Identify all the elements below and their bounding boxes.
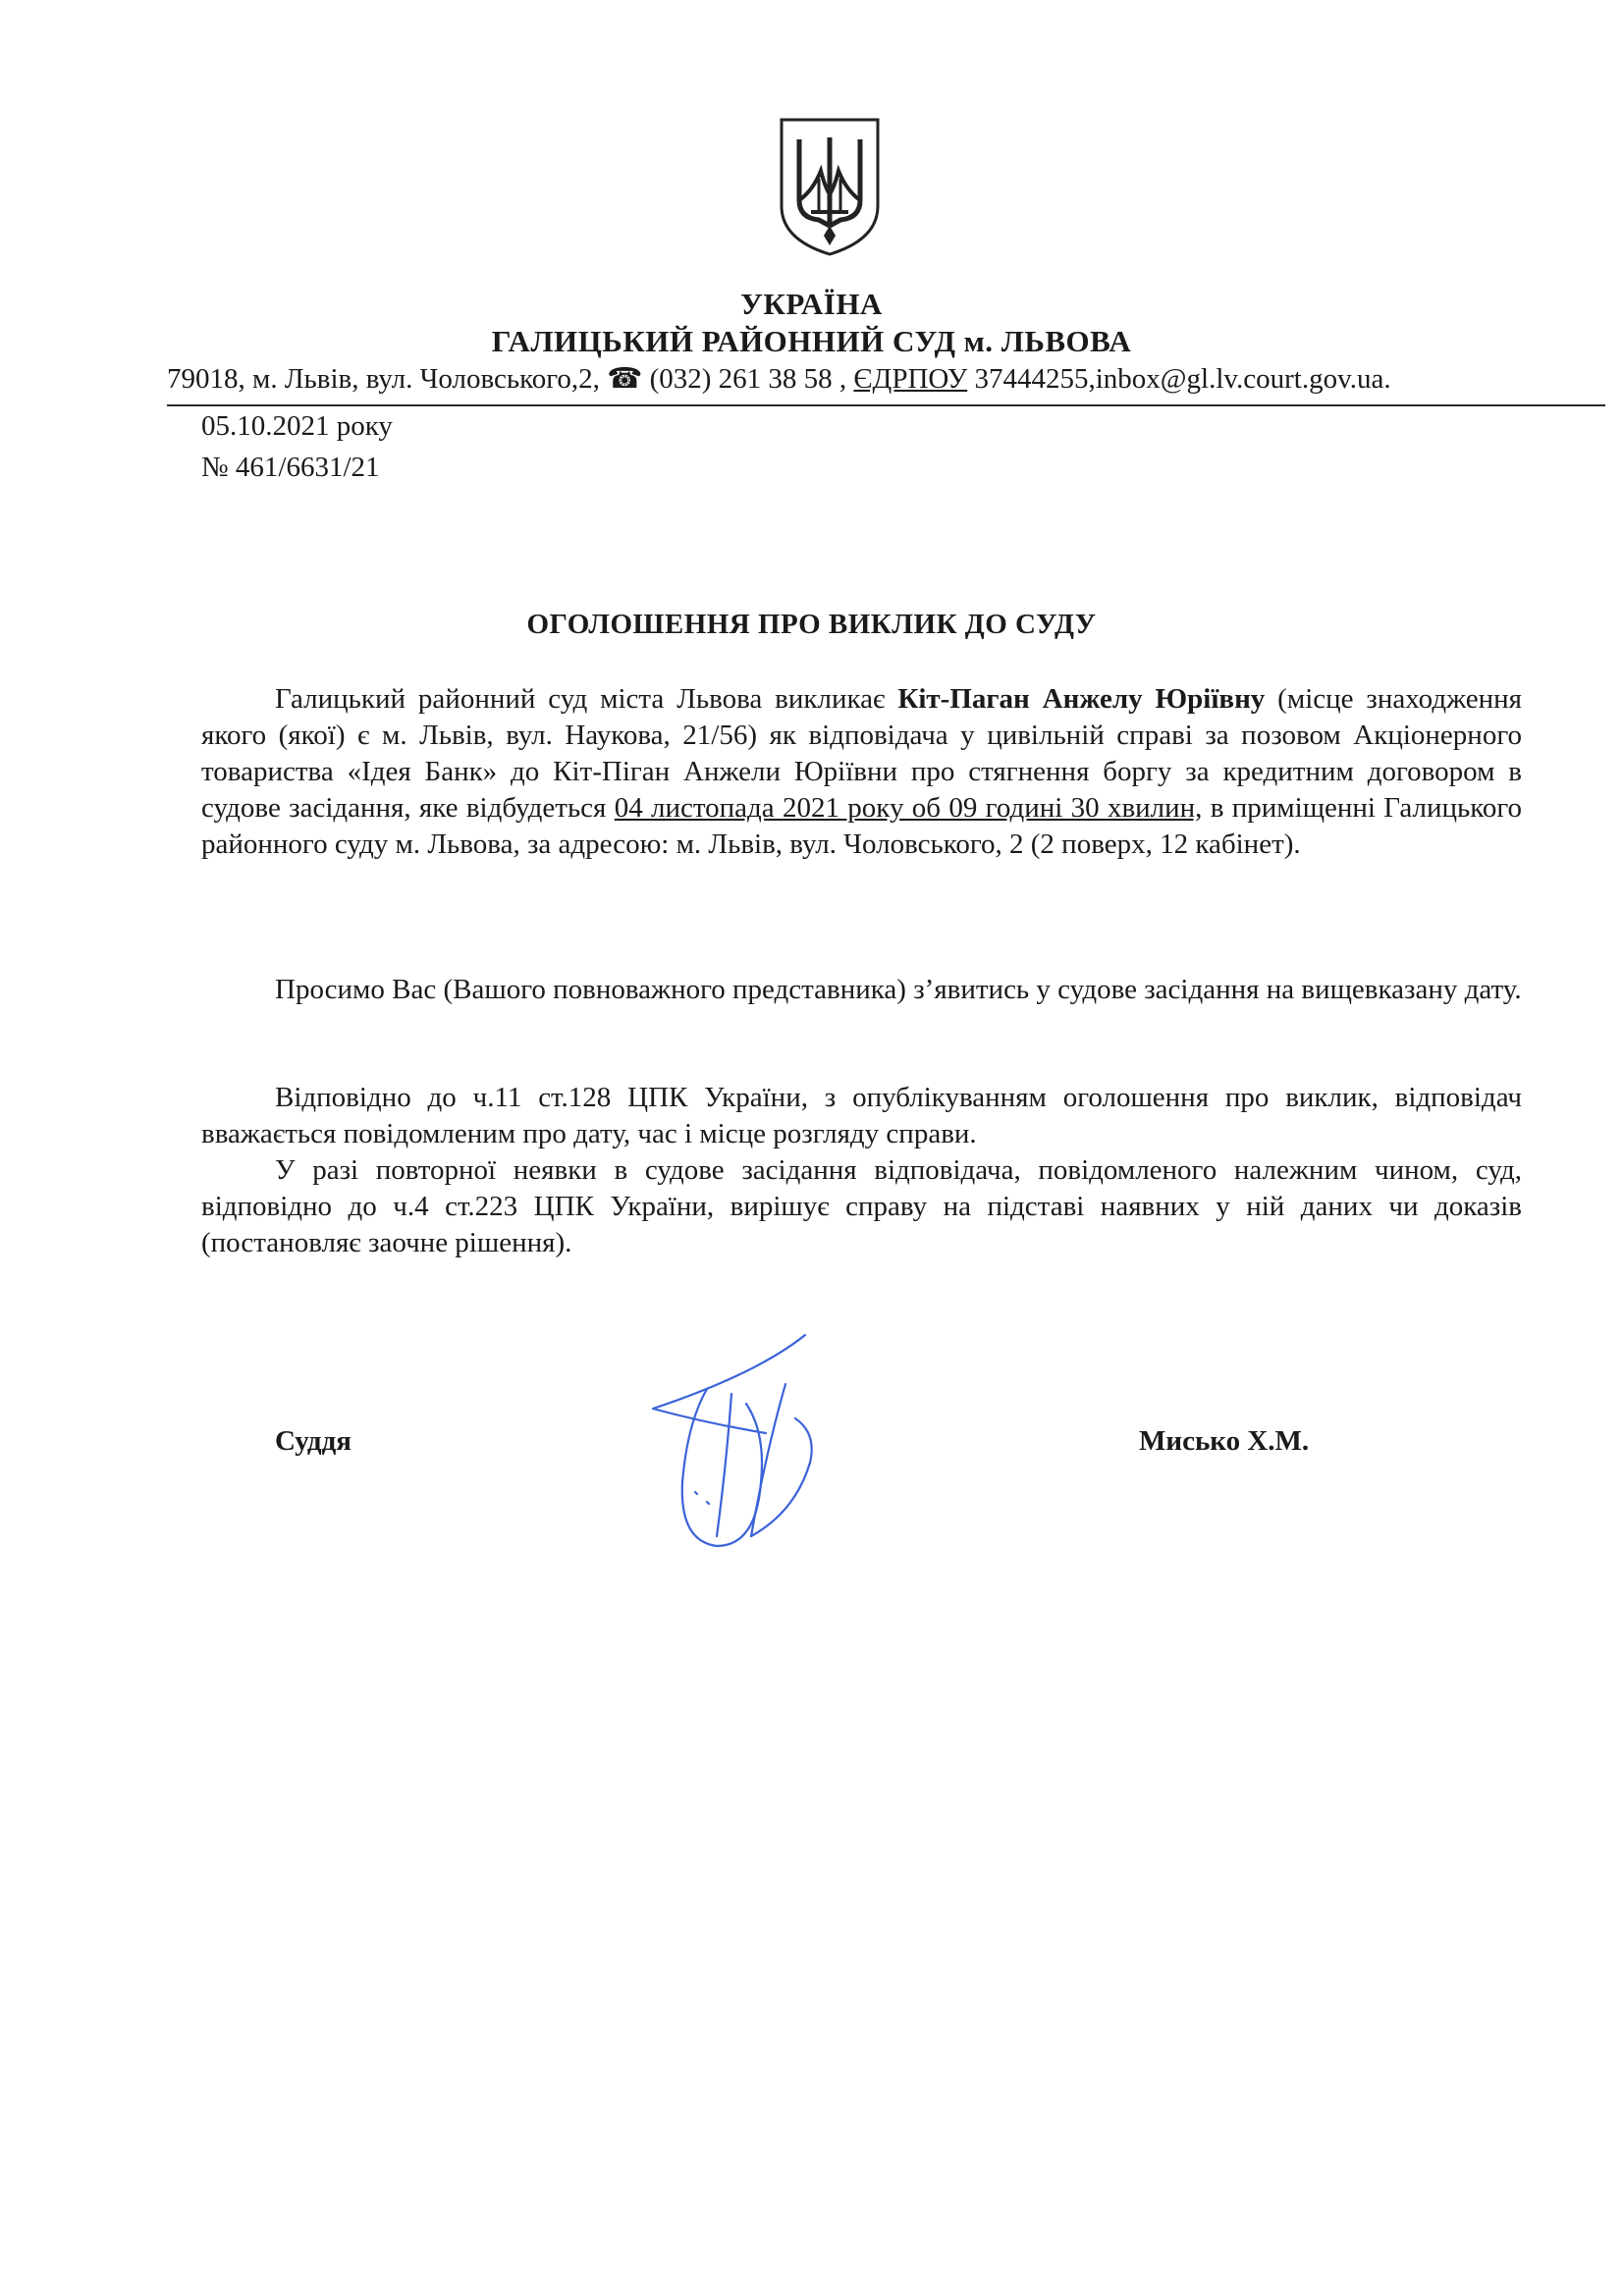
- court-heading: ГАЛИЦЬКИЙ РАЙОННИЙ СУД м. ЛЬВОВА: [491, 324, 1132, 358]
- header-divider: [167, 404, 1605, 406]
- trident-coat-of-arms-icon: [776, 116, 884, 258]
- hearing-datetime: 04 листопада 2021 року об 09 годині 30 хвилин,: [614, 792, 1203, 824]
- edrpou-email: 37444255,inbox@gl.lv.court.gov.ua.: [967, 363, 1391, 395]
- telephone-icon: ☎: [607, 363, 643, 395]
- judge-label: Суддя: [275, 1425, 352, 1457]
- summons-text-part: в приміщенні Галицького районного суду м. Львова, за адресою: м. Львів, вул. Чоловського, 2 (2 поверх, 12 кабінет).: [201, 792, 1522, 860]
- default-judgment-paragraph: У разі повторної неявки в судове засідання відповідача, повідомленого належним чином, суд, відповідно до ч.4 ст.223 ЦПК України, вирішує справу на підставі наявних у ній даних чи доказів (постановляє заочне рішення).: [201, 1154, 1522, 1258]
- case-number: № 461/6631/21: [201, 452, 380, 483]
- judge-name: Мисько Х.М.: [1139, 1425, 1310, 1457]
- document-title: ОГОЛОШЕННЯ ПРО ВИКЛИК ДО СУДУ: [526, 609, 1097, 640]
- summons-paragraph: [201, 681, 1522, 863]
- notice-paragraph: Відповідно до ч.11 ст.128 ЦПК України, з опублікуванням оголошення про виклик, відповідач вважається повідомленим про дату, час і місце розгляду справи.: [201, 1082, 1522, 1149]
- document-date: 05.10.2021 року: [201, 410, 393, 442]
- court-address: 79018, м. Львів, вул. Чоловського,2,: [167, 363, 608, 395]
- edrpou-label: ЄДРПОУ: [853, 363, 968, 395]
- court-contacts: [167, 361, 1600, 396]
- handwritten-signature: [648, 1315, 854, 1571]
- court-phone: (032) 261 38 58 ,: [642, 363, 854, 395]
- defendant-name: Кіт-Паган Анжелу Юріївну: [897, 683, 1266, 715]
- request-paragraph: Просимо Вас (Вашого повноважного представника) з’явитись у судове засідання на вищевказану дату.: [275, 974, 1522, 1005]
- summons-text-part: (місце знаходження якого (якої) є м. Львів, вул. Наукова, 21/56) як відповідача у цивільній справі за позовом Акціонерного товариства «Ідея Банк» до Кіт-Піган Анжели Юріївни про стягнення боргу за кредитним договором в судове засідання, яке відбудеться: [201, 683, 1522, 824]
- summons-text-part: Галицький районний суд міста Львова викликає: [275, 683, 898, 715]
- country-heading: УКРАЇНА: [740, 287, 883, 321]
